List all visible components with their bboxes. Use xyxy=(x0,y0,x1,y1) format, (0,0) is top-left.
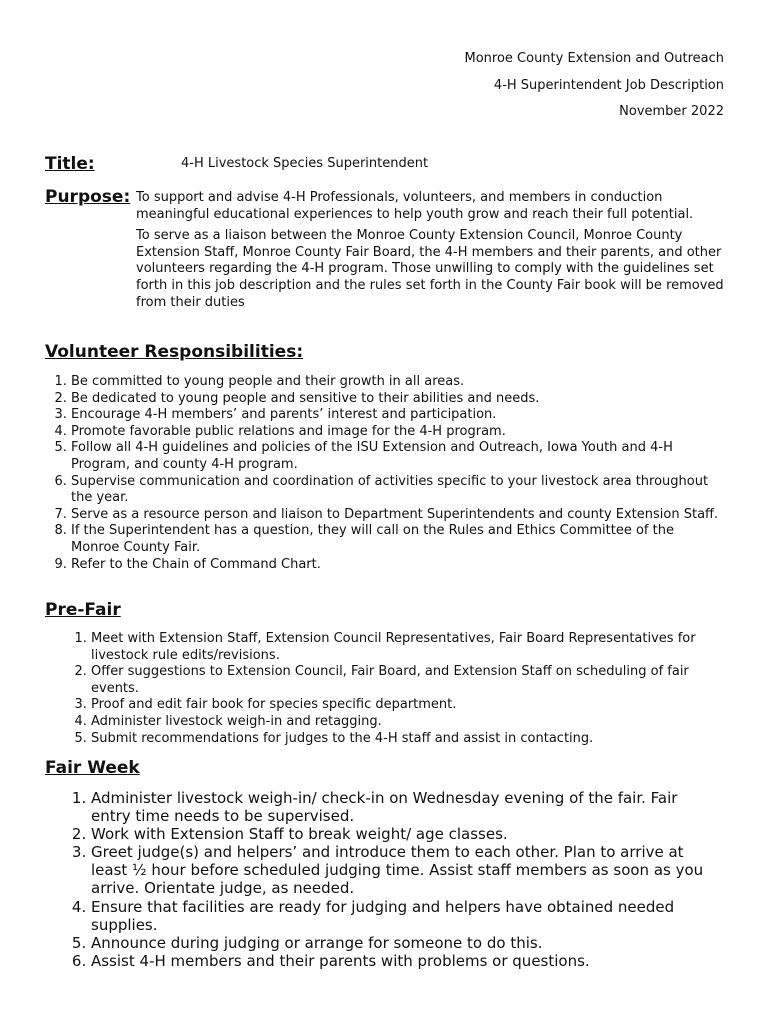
list-item: 7. Serve as a resource person and liaison to Department Superintendents and county Extension Staff. xyxy=(71,507,721,524)
list-item: 5. Follow all 4-H guidelines and policies of the ISU Extension and Outreach, Iowa Youth and 4-H Program, and county 4-H program. xyxy=(71,440,721,473)
title-value: 4-H Livestock Species Superintendent xyxy=(181,156,429,171)
list-item: 4. Ensure that facilities are ready for judging and helpers have obtained needed supplies. xyxy=(91,898,721,934)
fairweek-list xyxy=(91,789,721,970)
prefair-list xyxy=(91,631,721,747)
title-label: Title: xyxy=(45,154,95,174)
list-item: 3. Proof and edit fair book for species specific department. xyxy=(91,697,721,714)
list-item: 5. Submit recommendations for judges to the 4-H staff and assist in contacting. xyxy=(91,731,721,748)
list-item: 1. Administer livestock weigh-in/ check-in on Wednesday evening of the fair. Fair entry time needs to be supervised. xyxy=(91,789,721,825)
fairweek-heading: Fair Week xyxy=(45,758,140,778)
purpose-label: Purpose: xyxy=(45,187,131,207)
list-item: 2. Offer suggestions to Extension Council, Fair Board, and Extension Staff on scheduling of fair events. xyxy=(91,664,721,697)
list-item: 6. Supervise communication and coordination of activities specific to your livestock area throughout the year. xyxy=(71,474,721,507)
list-item: 2. Work with Extension Staff to break weight/ age classes. xyxy=(91,825,721,843)
purpose-text xyxy=(136,190,726,316)
volunteer-list xyxy=(71,374,721,573)
list-item: 1. Be committed to young people and their growth in all areas. xyxy=(71,374,721,391)
list-item: 1. Meet with Extension Staff, Extension Council Representatives, Fair Board Representatives for livestock rule edits/revisions. xyxy=(91,631,721,664)
list-item: 8. If the Superintendent has a question, they will call on the Rules and Ethics Committee of the Monroe County Fair. xyxy=(71,523,721,556)
list-item: 4. Administer livestock weigh-in and retagging. xyxy=(91,714,721,731)
purpose-paragraph: To support and advise 4-H Professionals, volunteers, and members in conduction meaningful educational experiences to help youth grow and reach their full potential. xyxy=(136,190,694,222)
list-item: 9. Refer to the Chain of Command Chart. xyxy=(71,557,721,574)
header-org: Monroe County Extension and Outreach xyxy=(464,51,724,66)
list-item: 3. Greet judge(s) and helpers’ and introduce them to each other. Plan to arrive at least ½ hour before scheduled judging time. Assist staff members as soon as you arrive. Orientate judge, as needed. xyxy=(91,843,721,897)
header-doc-type: 4-H Superintendent Job Description xyxy=(493,77,724,93)
document-header xyxy=(464,46,724,126)
volunteer-heading: Volunteer Responsibilities: xyxy=(45,342,304,362)
list-item: 3. Encourage 4-H members’ and parents’ interest and participation. xyxy=(71,407,721,424)
purpose-paragraph: To serve as a liaison between the Monroe County Extension Council, Monroe County Extension Staff, Monroe County Fair Board, the 4-H members and their parents, and other volunteers regarding the 4-H program. Those unwilling to comply with the guidelines set forth in this job description and the rules set forth in the County Fair book will be removed from their duties xyxy=(136,228,724,310)
prefair-heading: Pre-Fair xyxy=(45,600,121,620)
list-item: 4. Promote favorable public relations and image for the 4-H program. xyxy=(71,424,721,441)
header-date: November 2022 xyxy=(619,104,724,119)
list-item: 6. Assist 4-H members and their parents with problems or questions. xyxy=(91,952,721,970)
list-item: 2. Be dedicated to young people and sensitive to their abilities and needs. xyxy=(71,391,721,408)
title-row xyxy=(45,154,735,174)
list-item: 5. Announce during judging or arrange for someone to do this. xyxy=(91,934,721,952)
